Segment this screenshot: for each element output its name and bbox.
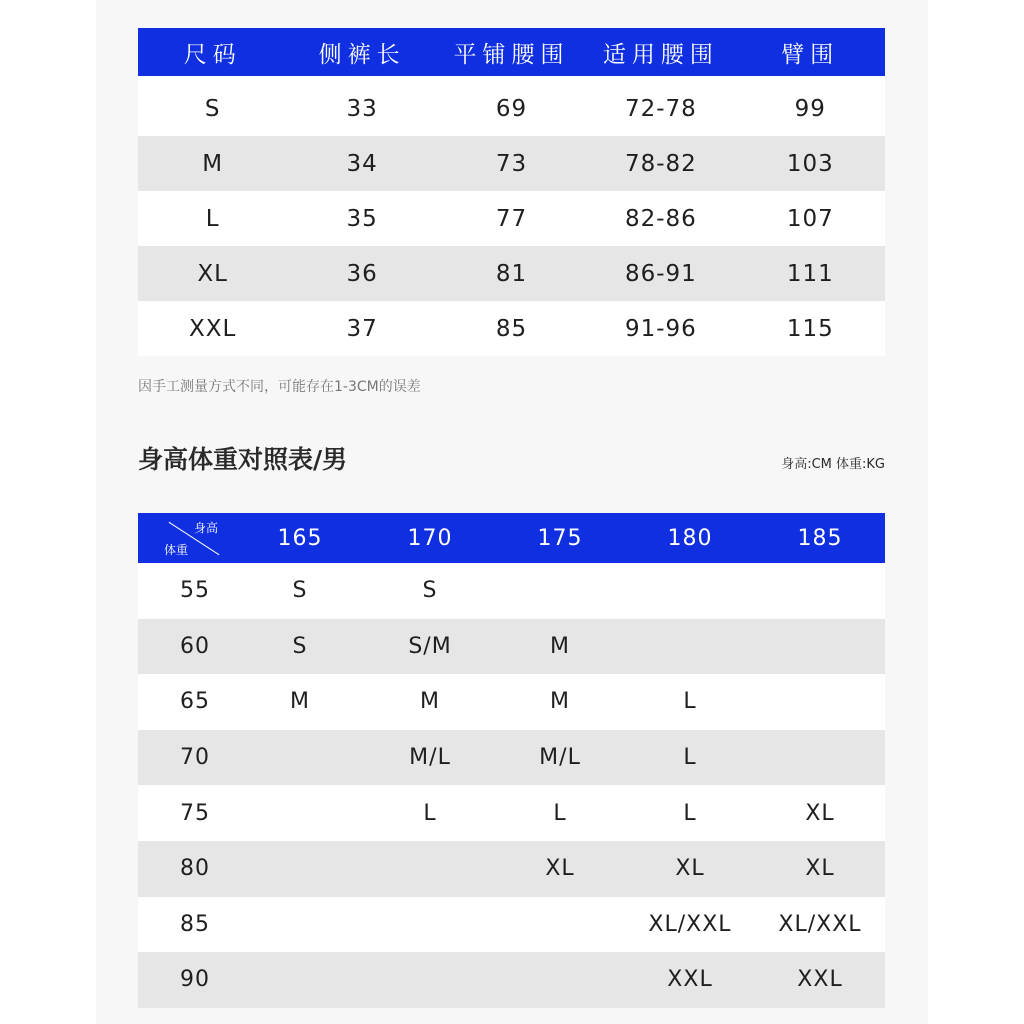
table-row <box>138 301 885 356</box>
table-cell: 85 <box>437 301 586 356</box>
table-cell: 69 <box>437 79 586 137</box>
table-cell: 99 <box>736 79 885 137</box>
size-cell <box>755 674 885 730</box>
table-row <box>138 785 885 841</box>
table-cell: 72-78 <box>586 79 735 137</box>
weight-cell: 80 <box>138 841 235 897</box>
table-cell: 81 <box>437 246 586 301</box>
size-cell <box>235 841 365 897</box>
table-cell: 34 <box>287 136 436 191</box>
table-row <box>138 674 885 730</box>
size-cell <box>495 897 625 953</box>
hip-col-header: 臂围 <box>736 28 885 79</box>
table-cell: 82-86 <box>586 191 735 246</box>
table-cell: 33 <box>287 79 436 137</box>
size-cell: L <box>625 730 755 786</box>
size-cell: XL <box>755 785 885 841</box>
size-cell <box>235 952 365 1008</box>
hw-header-row <box>138 513 885 563</box>
weight-cell: 60 <box>138 619 235 675</box>
table-cell: 86-91 <box>586 246 735 301</box>
size-cell: S <box>235 619 365 675</box>
weight-cell: 85 <box>138 897 235 953</box>
weight-cell: 55 <box>138 563 235 619</box>
table-cell: L <box>138 191 287 246</box>
size-cell: XL/XXL <box>755 897 885 953</box>
table-cell: S <box>138 79 287 137</box>
table-row <box>138 191 885 246</box>
table-row <box>138 841 885 897</box>
table-cell: 77 <box>437 191 586 246</box>
units-label: 身高:CM 体重:KG <box>781 457 885 472</box>
size-cell <box>495 952 625 1008</box>
section-title: 身高体重对照表/男 <box>138 445 348 474</box>
corner-weight-label: 体重 <box>164 543 189 557</box>
table-row <box>138 897 885 953</box>
size-cell <box>235 785 365 841</box>
size-cell <box>365 897 495 953</box>
table-cell: XXL <box>138 301 287 356</box>
table-cell: 91-96 <box>586 301 735 356</box>
size-cell <box>365 952 495 1008</box>
size-table <box>138 28 885 356</box>
size-cell <box>495 563 625 619</box>
fit-waist-col-header: 适用腰围 <box>586 28 735 79</box>
table-cell: 36 <box>287 246 436 301</box>
size-cell: S <box>365 563 495 619</box>
height-col-header: 180 <box>625 513 755 563</box>
size-cell <box>625 619 755 675</box>
size-cell <box>235 730 365 786</box>
table-cell: M <box>138 136 287 191</box>
size-cell: XL <box>755 841 885 897</box>
table-cell: 111 <box>736 246 885 301</box>
flat-waist-col-header: 平铺腰围 <box>437 28 586 79</box>
height-weight-table <box>138 513 885 1008</box>
table-row <box>138 136 885 191</box>
size-table-header-row <box>138 28 885 79</box>
table-cell: 103 <box>736 136 885 191</box>
height-col-header: 175 <box>495 513 625 563</box>
size-cell: XL/XXL <box>625 897 755 953</box>
table-cell: 73 <box>437 136 586 191</box>
size-cell <box>365 841 495 897</box>
table-row <box>138 952 885 1008</box>
size-cell: XL <box>495 841 625 897</box>
table-row <box>138 246 885 301</box>
weight-cell: 75 <box>138 785 235 841</box>
size-cell: M <box>235 674 365 730</box>
size-cell <box>625 563 755 619</box>
table-row <box>138 730 885 786</box>
measurement-note: 因手工测量方式不同，可能存在1-3CM的误差 <box>138 379 421 395</box>
size-cell: S/M <box>365 619 495 675</box>
size-cell: M/L <box>365 730 495 786</box>
size-cell: L <box>365 785 495 841</box>
corner-height-label: 身高 <box>194 521 219 535</box>
size-cell: L <box>625 785 755 841</box>
table-cell: 107 <box>736 191 885 246</box>
table-cell: 35 <box>287 191 436 246</box>
table-cell: 115 <box>736 301 885 356</box>
weight-cell: 65 <box>138 674 235 730</box>
height-col-header: 170 <box>365 513 495 563</box>
size-cell: L <box>495 785 625 841</box>
table-row <box>138 619 885 675</box>
height-col-header: 185 <box>755 513 885 563</box>
size-cell <box>755 563 885 619</box>
height-col-header: 165 <box>235 513 365 563</box>
weight-cell: 70 <box>138 730 235 786</box>
size-cell <box>755 730 885 786</box>
table-cell: 37 <box>287 301 436 356</box>
table-row <box>138 563 885 619</box>
size-cell: XXL <box>625 952 755 1008</box>
table-cell: XL <box>138 246 287 301</box>
side-length-col-header: 侧裤长 <box>287 28 436 79</box>
size-col-header: 尺码 <box>138 28 287 79</box>
size-cell: M/L <box>495 730 625 786</box>
size-cell <box>755 619 885 675</box>
size-cell: S <box>235 563 365 619</box>
size-cell: XXL <box>755 952 885 1008</box>
size-cell <box>235 897 365 953</box>
size-cell: M <box>495 619 625 675</box>
size-cell: XL <box>625 841 755 897</box>
size-cell: L <box>625 674 755 730</box>
size-cell: M <box>365 674 495 730</box>
corner-header <box>138 513 235 563</box>
size-cell: M <box>495 674 625 730</box>
weight-cell: 90 <box>138 952 235 1008</box>
table-row <box>138 79 885 137</box>
table-cell: 78-82 <box>586 136 735 191</box>
